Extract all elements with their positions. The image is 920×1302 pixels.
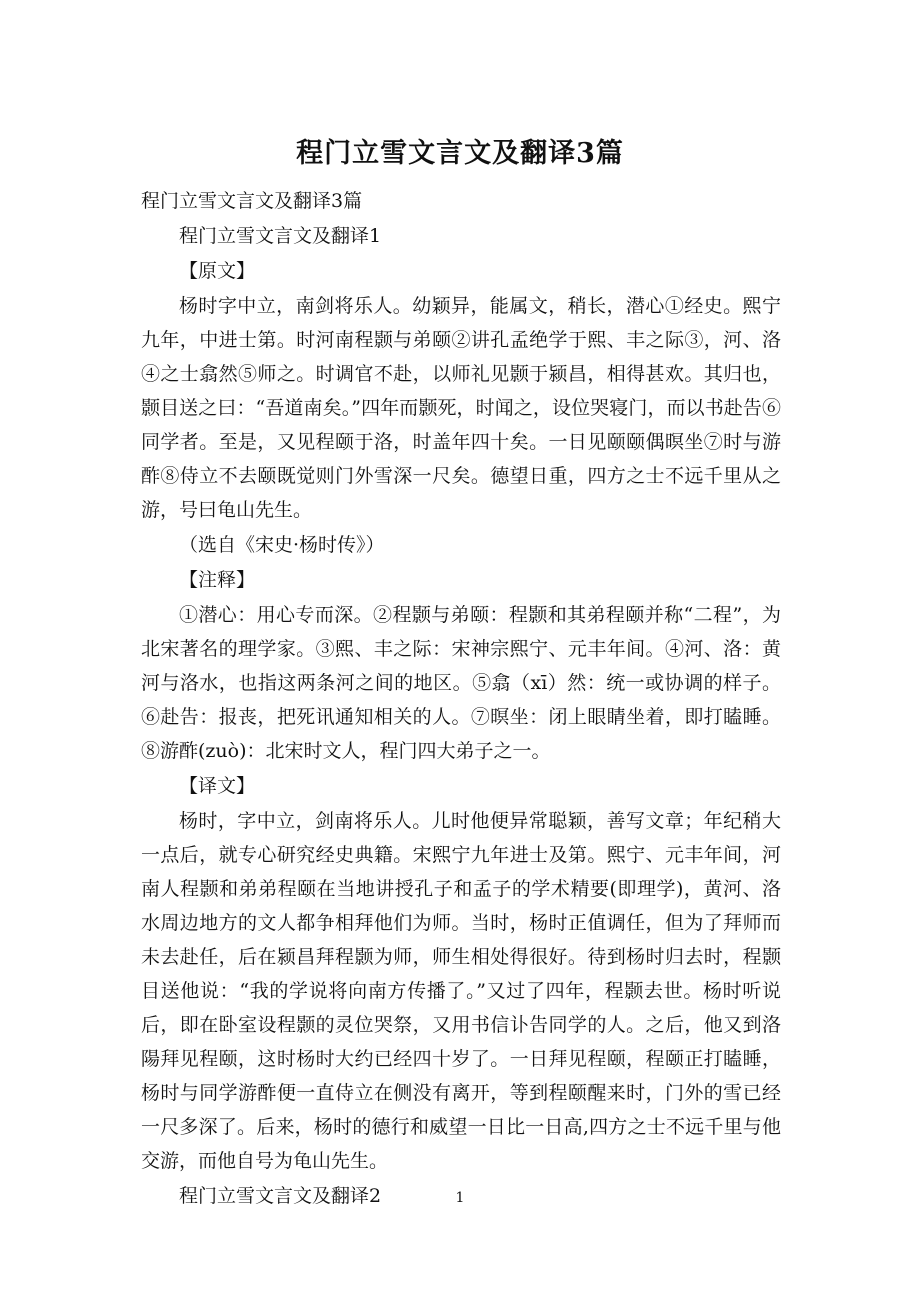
paragraph-subtitle: 程门立雪文言文及翻译3篇 bbox=[141, 190, 363, 212]
paragraph-translation-label: 【译文】 bbox=[179, 775, 256, 797]
paragraph-section-heading-2: 程门立雪文言文及翻译2 bbox=[179, 1185, 382, 1207]
document-body bbox=[141, 184, 781, 1214]
paragraph-original-label: 【原文】 bbox=[179, 260, 256, 282]
paragraph-notes-text: ①潜心：用心专而深。②程颢与弟颐：程颢和其弟程颐并称“二程”，为北宋著名的理学家。③熙、丰之际：宋神宗熙宁、元丰年间。④河、洛：黄河与洛水，也指这两条河之间的地区。⑤翕（xī）然：统一或协调的样子。⑥赴告：报丧，把死讯通知相关的人。⑦暝坐：闭上眼睛坐着，即打瞌睡。⑧游酢(zuò)：北宋时文人，程门四大弟子之一。 bbox=[141, 604, 781, 762]
document-title: 程门立雪文言文及翻译3篇 bbox=[296, 138, 624, 169]
page-number: 1 bbox=[455, 1190, 465, 1206]
paragraph-source: （选自《宋史·杨时传》） bbox=[179, 534, 385, 556]
paragraph-original-text: 杨时字中立，南剑将乐人。幼颖异，能属文，稍长，潜心①经史。熙宁九年，中进士第。时河南程颢与弟颐②讲孔孟绝学于熙、丰之际③，河、洛④之士翕然⑤师之。时调官不赴，以师礼见颢于颍昌，相得甚欢。其归也，颢目送之曰：“吾道南矣。”四年而颢死，时闻之，设位哭寝门，而以书赴告⑥同学者。至是，又见程颐于洛，时盖年四十矣。一日见颐颐偶暝坐⑦时与游酢⑧侍立不去颐既觉则门外雪深一尺矣。德望日重，四方之士不远千里从之游，号曰龟山先生。 bbox=[141, 295, 781, 521]
paragraph-section-heading-1: 程门立雪文言文及翻译1 bbox=[179, 225, 382, 247]
paragraph-translation-text: 杨时，字中立，剑南将乐人。儿时他便异常聪颖，善写文章；年纪稍大一点后，就专心研究经史典籍。宋熙宁九年进士及第。熙宁、元丰年间，河南人程颢和弟弟程颐在当地讲授孔子和孟子的学术精要(即理学)，黄河、洛水周边地方的文人都争相拜他们为师。当时，杨时正值调任，但为了拜师而未去赴任，后在颍昌拜程颢为师，师生相处得很好。待到杨时归去时，程颢目送他说：“我的学说将向南方传播了。”又过了四年，程颢去世。杨时听说后，即在卧室设程颢的灵位哭祭，又用书信讣告同学的人。之后，他又到洛陽拜见程颐，这时杨时大约已经四十岁了。一日拜见程颐，程颐正打瞌睡，杨时与同学游酢便一直侍立在侧没有离开，等到程颐醒来时，门外的雪已经一尺多深了。后来，杨时的德行和威望一日比一日高,四方之士不远千里与他交游，而他自号为龟山先生。 bbox=[141, 810, 781, 1172]
paragraph-notes-label: 【注释】 bbox=[179, 569, 256, 591]
